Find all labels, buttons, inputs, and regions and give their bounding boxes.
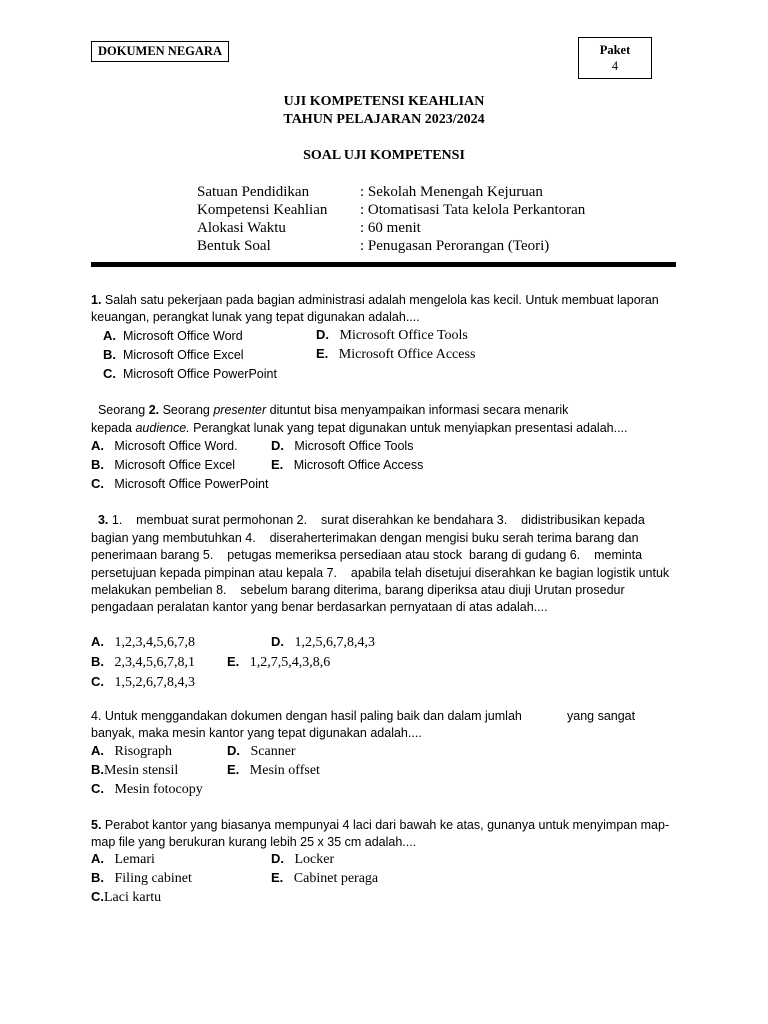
question-5-line-2: map file yang berukuran kurang lebih 25 x 35 cm adalah....: [91, 835, 417, 849]
option-letter: D.: [227, 743, 240, 758]
option-b[interactable]: [91, 762, 178, 779]
option-a[interactable]: [91, 743, 172, 760]
option-letter: B.: [91, 654, 104, 669]
option-text: Microsoft Office Excel: [114, 458, 236, 472]
option-a[interactable]: [91, 634, 195, 651]
option-text: Microsoft Office Word.: [114, 439, 238, 453]
option-d[interactable]: [271, 634, 375, 651]
question-text: Perabot kantor yang biasanya mempunyai 4 laci dari bawah ke atas, gunanya untuk menyimpan map-: [101, 818, 670, 832]
option-text: 1,2,3,4,5,6,7,8: [114, 635, 195, 650]
question-3-line-1: [91, 511, 645, 529]
option-a[interactable]: [91, 438, 238, 453]
option-letter: E.: [316, 346, 329, 361]
option-b[interactable]: [91, 870, 192, 887]
question-text: kepada: [91, 421, 136, 435]
option-text: Microsoft Office Word: [122, 329, 243, 343]
option-letter: C.: [91, 674, 104, 689]
info-label: Satuan Pendidikan: [197, 184, 310, 200]
option-letter: B.: [91, 457, 104, 472]
info-label: Kompetensi Keahlian: [197, 202, 328, 218]
option-letter: C.: [91, 889, 104, 904]
paket-number: 4: [611, 59, 619, 73]
option-letter: E.: [271, 457, 284, 472]
option-letter: B.: [91, 762, 104, 777]
question-2-line-2: [91, 419, 628, 437]
option-text: 1,2,5,6,7,8,4,3: [294, 635, 375, 650]
question-2-line-1: [91, 401, 568, 419]
option-letter: A.: [91, 851, 104, 866]
option-d[interactable]: [227, 743, 296, 760]
option-text: Mesin offset: [249, 763, 320, 778]
option-d[interactable]: [316, 327, 468, 344]
option-text: 1,5,2,6,7,8,4,3: [114, 675, 195, 690]
option-letter: A.: [91, 634, 104, 649]
option-letter: C.: [91, 476, 104, 491]
option-b[interactable]: [91, 457, 235, 472]
question-italic: audience.: [135, 421, 190, 435]
option-letter: A.: [91, 743, 104, 758]
option-text: Filing cabinet: [114, 871, 192, 886]
option-letter: B.: [103, 347, 116, 362]
question-3-line-4: persetujuan kepada pimpinan atau kepala 7. apabila telah disetujui diserahkan ke bagian logistik untuk: [91, 566, 670, 580]
info-value: : Sekolah Menengah Kejuruan: [360, 184, 543, 200]
question-3-line-3: penerimaan barang 5. petugas memeriksa persediaan atau stock barang di gudang 6. meminta: [91, 548, 643, 562]
info-value: : 60 menit: [360, 220, 421, 236]
question-number: 5.: [91, 818, 102, 832]
option-c[interactable]: [91, 674, 195, 691]
option-c[interactable]: [91, 889, 161, 906]
option-text: Microsoft Office Access: [338, 347, 476, 362]
title-line-2: TAHUN PELAJARAN 2023/2024: [283, 112, 485, 127]
option-letter: A.: [103, 328, 116, 343]
option-letter: D.: [271, 634, 284, 649]
option-text: Microsoft Office Excel: [122, 348, 244, 362]
option-text: Microsoft Office PowerPoint: [114, 477, 269, 491]
option-e[interactable]: [227, 654, 330, 671]
option-b[interactable]: [103, 347, 244, 362]
paket-box: [578, 37, 652, 79]
option-text: Lemari: [114, 852, 155, 867]
option-text: Microsoft Office Access: [293, 458, 424, 472]
info-value: : Penugasan Perorangan (Teori): [360, 238, 550, 254]
info-label: Bentuk Soal: [197, 238, 271, 254]
option-text: 1,2,7,5,4,3,8,6: [249, 655, 331, 670]
option-e[interactable]: [271, 870, 378, 887]
question-number: 2.: [148, 403, 160, 417]
option-text: Microsoft Office Tools: [339, 328, 468, 343]
question-text: Seorang: [91, 403, 149, 417]
question-text: dituntut bisa menyampaikan informasi secara menarik: [266, 403, 569, 417]
option-text: Microsoft Office PowerPoint: [122, 367, 277, 381]
option-letter: E.: [271, 870, 284, 885]
option-text: 2,3,4,5,6,7,8,1: [114, 655, 195, 670]
option-d[interactable]: [271, 438, 413, 453]
option-text: Cabinet peraga: [293, 871, 379, 886]
header-divider: [91, 262, 676, 267]
option-a[interactable]: [103, 328, 243, 343]
question-5-line-1: [91, 816, 669, 834]
option-e[interactable]: [227, 762, 320, 779]
option-text: Mesin fotocopy: [114, 782, 203, 797]
question-1-line-1: [91, 291, 659, 309]
option-text: Scanner: [250, 744, 296, 759]
option-text: Risograph: [114, 744, 173, 759]
question-3-line-2: bagian yang membutuhkan 4. diseraherterimakan dengan mengisi buku serah terima barang dan: [91, 531, 639, 545]
option-text: Laci kartu: [104, 890, 162, 905]
option-letter: B.: [91, 870, 104, 885]
option-e[interactable]: [271, 457, 423, 472]
question-3-line-6: pengadaan peralatan kantor yang benar berdasarkan pernyataan di atas adalah....: [91, 600, 548, 614]
option-d[interactable]: [271, 851, 334, 868]
title-line-1: UJI KOMPETENSI KEAHLIAN: [283, 94, 485, 109]
option-text: Mesin stensil: [104, 763, 179, 778]
info-value: : Otomatisasi Tata kelola Perkantoran: [360, 202, 586, 218]
question-italic: presenter: [213, 403, 267, 417]
option-c[interactable]: [91, 476, 268, 491]
option-letter: D.: [271, 438, 284, 453]
option-letter: E.: [227, 654, 240, 669]
option-a[interactable]: [91, 851, 155, 868]
option-e[interactable]: [316, 346, 475, 363]
option-letter: A.: [91, 438, 104, 453]
option-letter: C.: [91, 781, 104, 796]
option-letter: D.: [316, 327, 329, 342]
option-c[interactable]: [103, 366, 277, 381]
question-4-line-1: 4. Untuk menggandakan dokumen dengan hasil paling baik dan dalam jumlah: [91, 709, 522, 723]
question-4-line-1-tail: yang sangat: [567, 709, 636, 723]
doc-label: DOKUMEN NEGARA: [91, 41, 229, 62]
question-number: 1.: [91, 293, 102, 307]
option-text: Microsoft Office Tools: [294, 439, 414, 453]
question-number: 3.: [97, 513, 109, 527]
info-label: Alokasi Waktu: [197, 220, 286, 236]
question-1-line-2: keuangan, perangkat lunak yang tepat digunakan adalah....: [91, 310, 420, 324]
question-text: Salah satu pekerjaan pada bagian administrasi adalah mengelola kas kecil. Untuk membuat laporan: [101, 293, 659, 307]
option-text: Locker: [294, 852, 335, 867]
question-text: 1. membuat surat permohonan 2. surat diserahkan ke bendahara 3. didistribusikan kepada: [108, 513, 645, 527]
option-letter: C.: [103, 366, 116, 381]
paket-label: Paket: [599, 43, 631, 57]
title-line-3: SOAL UJI KOMPETENSI: [303, 148, 465, 163]
option-letter: E.: [227, 762, 240, 777]
option-b[interactable]: [91, 654, 195, 671]
question-text: Perangkat lunak yang tepat digunakan untuk menyiapkan presentasi adalah....: [189, 421, 628, 435]
question-text: Seorang: [159, 403, 214, 417]
option-c[interactable]: [91, 781, 203, 798]
question-4-line-2: banyak, maka mesin kantor yang tepat digunakan adalah....: [91, 726, 422, 740]
option-letter: D.: [271, 851, 284, 866]
question-3-line-5: melakukan pembelian 8. sebelum barang diterima, barang diperiksa atau diuji Urutan prosedur: [91, 583, 625, 597]
